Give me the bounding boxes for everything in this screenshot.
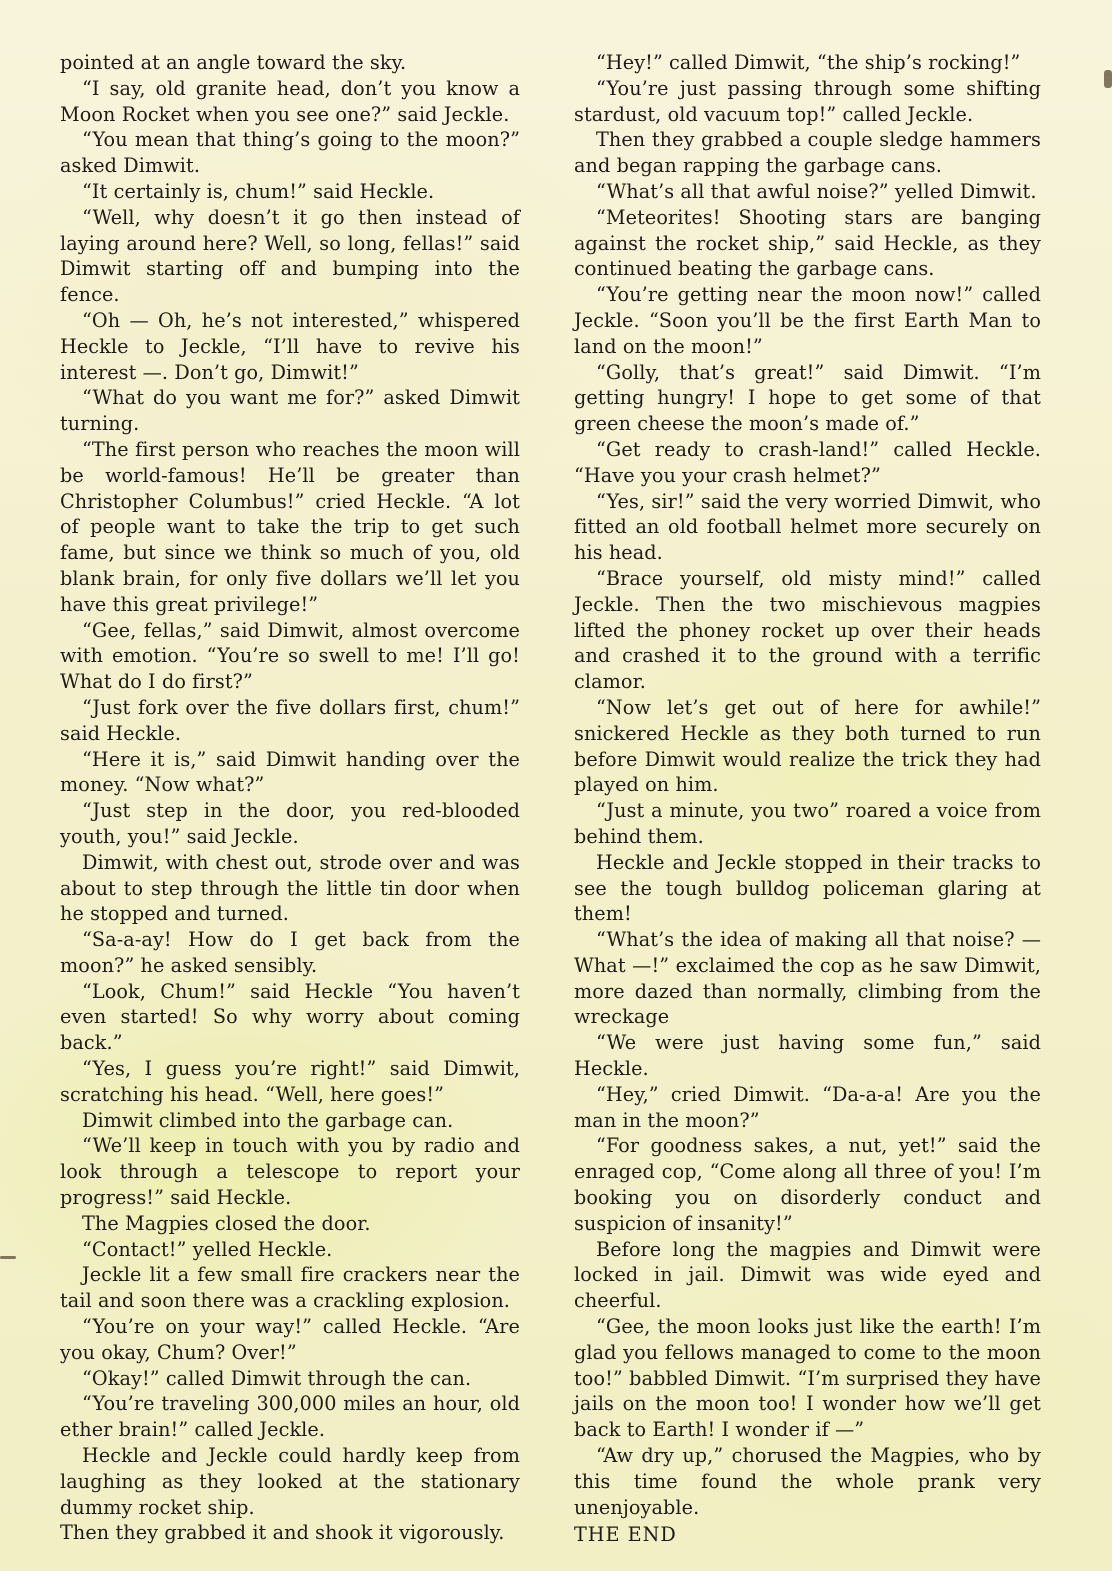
paragraph: Dimwit climbed into the garbage can. xyxy=(82,1108,454,1132)
paragraph: “What’s the idea of making all that noise? — What —!” exclaimed the cop as he saw Dimwit, more dazed than normally, climbing from the wreckage xyxy=(574,928,1041,1029)
paragraph: “The first person who reaches the moon will be world-famous! He’ll be greater than Christopher Columbus!” cried Heckle. “A lot of people want to take the trip to get such fame, but since we think so much of you, old blank brain, for only five dollars we’ll let you have this great privilege!” xyxy=(60,437,520,616)
paragraph: “Just a minute, you two” roared a voice from behind them. xyxy=(574,799,1041,848)
paragraph: pointed at an angle toward the sky. xyxy=(60,51,407,74)
paragraph: “Just fork over the five dollars first, chum!” said Heckle. xyxy=(60,695,520,745)
paragraph: “Hey!” called Dimwit, “the ship’s rocking!” xyxy=(596,51,1021,74)
paragraph: Jeckle lit a few small fire crackers near the tail and soon there was a crackling explosion. xyxy=(60,1263,520,1313)
page-edge-mark xyxy=(1104,70,1112,88)
paragraph: “You’re on your way!” called Heckle. “Are you okay, Chum? Over!” xyxy=(60,1315,520,1364)
page-edge-mark xyxy=(0,1256,16,1259)
paragraph: “You’re traveling 300,000 miles an hour, old ether brain!” called Jeckle. xyxy=(60,1392,520,1442)
paragraph: Before long the magpies and Dimwit were locked in jail. Dimwit was wide eyed and cheerful. xyxy=(574,1237,1041,1313)
paragraph: “For goodness sakes, a nut, yet!” said the enraged cop, “Come along all three of you! I’m booking you on disorderly conduct and suspicion of insanity!” xyxy=(574,1134,1041,1235)
paragraph: Then they grabbed a couple sledge hammers and began rapping the garbage cans. xyxy=(574,128,1041,178)
paragraph: “Brace yourself, old misty mind!” called Jeckle. Then the two mischievous magpies lifted the phoney rocket up over their heads and crashed it to the ground with a terrific clamor. xyxy=(574,566,1041,694)
right-text-column xyxy=(574,50,1041,1548)
paragraph: “What’s all that awful noise?” yelled Dimwit. xyxy=(596,179,1037,203)
paragraph: “Yes, sir!” said the very worried Dimwit, who fitted an old football helmet more securely on his head. xyxy=(574,489,1041,565)
paragraph: “Sa-a-ay! How do I get back from the moon?” he asked sensibly. xyxy=(60,928,520,977)
paragraph: “Aw dry up,” chorused the Magpies, who by this time found the whole prank very unenjoyable. xyxy=(574,1444,1041,1519)
paragraph: “What do you want me for?” asked Dimwit turning. xyxy=(60,386,520,436)
paragraph: “Okay!” called Dimwit through the can. xyxy=(82,1366,472,1390)
paragraph: “Golly, that’s great!” said Dimwit. “I’m getting hungry! I hope to get some of that green cheese the moon’s made of.” xyxy=(574,360,1041,436)
paragraph: “Contact!” yelled Heckle. xyxy=(82,1237,333,1261)
paragraph: Heckle and Jeckle stopped in their tracks to see the tough bulldog policeman glaring at them! xyxy=(574,850,1041,926)
paragraph: “Meteorites! Shooting stars are banging against the rocket ship,” said Heckle, as they continued beating the garbage cans. xyxy=(574,205,1041,281)
paragraph: Then they grabbed it and shook it vigorously. xyxy=(60,1521,505,1545)
paragraph: “We’ll keep in touch with you by radio and look through a telescope to report your progress!” said Heckle. xyxy=(60,1134,520,1210)
paragraph: The Magpies closed the door. xyxy=(82,1211,371,1235)
paragraph: “Now let’s get out of here for awhile!” snickered Heckle as they both turned to run before Dimwit would realize the trick they had played on him. xyxy=(574,695,1041,797)
paragraph: “Oh — Oh, he’s not interested,” whispered Heckle to Jeckle, “I’ll have to revive his interest —. Don’t go, Dimwit!” xyxy=(60,308,520,384)
paragraph: “Well, why doesn’t it go then instead of laying around here? Well, so long, fellas!” said Dimwit starting off and bumping into the fence. xyxy=(60,205,520,307)
paragraph: “Yes, I guess you’re right!” said Dimwit, scratching his head. “Well, here goes!” xyxy=(60,1057,520,1106)
the-end-label: THE END xyxy=(574,1523,677,1547)
paragraph: “Look, Chum!” said Heckle “You haven’t even started! So why worry about coming back.” xyxy=(60,979,520,1055)
paragraph: “Gee, the moon looks just like the earth! I’m glad you fellows managed to come to the moon too!” babbled Dimwit. “I’m surprised they have jails on the moon too! I wonder how we’ll get back to Earth! I wonder if —” xyxy=(574,1315,1041,1442)
left-text-column xyxy=(60,50,520,1546)
paragraph: “You’re just passing through some shifting stardust, old vacuum top!” called Jeckle. xyxy=(574,76,1041,126)
paragraph: “Just step in the door, you red-blooded youth, you!” said Jeckle. xyxy=(60,799,520,848)
paragraph: “Hey,” cried Dimwit. “Da-a-a! Are you the man in the moon?” xyxy=(574,1082,1041,1132)
paragraph: “You’re getting near the moon now!” called Jeckle. “Soon you’ll be the first Earth Man to land on the moon!” xyxy=(574,283,1041,358)
paragraph: “It certainly is, chum!” said Heckle. xyxy=(82,179,435,203)
paragraph: “You mean that thing’s going to the moon?” asked Dimwit. xyxy=(60,128,520,178)
paragraph: “Get ready to crash-land!” called Heckle. “Have you your crash helmet?” xyxy=(574,437,1041,487)
paragraph: “Gee, fellas,” said Dimwit, almost overcome with emotion. “You’re so swell to me! I’ll go! What do I do first?” xyxy=(60,618,520,694)
paragraph: Heckle and Jeckle could hardly keep from laughing as they looked at the stationary dummy rocket ship. xyxy=(60,1444,520,1519)
paragraph: Dimwit, with chest out, strode over and was about to step through the little tin door when he stopped and turned. xyxy=(60,850,520,926)
paragraph: “I say, old granite head, don’t you know a Moon Rocket when you see one?” said Jeckle. xyxy=(60,76,520,126)
paragraph: “We were just having some fun,” said Heckle. xyxy=(574,1031,1041,1081)
paragraph: “Here it is,” said Dimwit handing over the money. “Now what?” xyxy=(60,747,520,797)
